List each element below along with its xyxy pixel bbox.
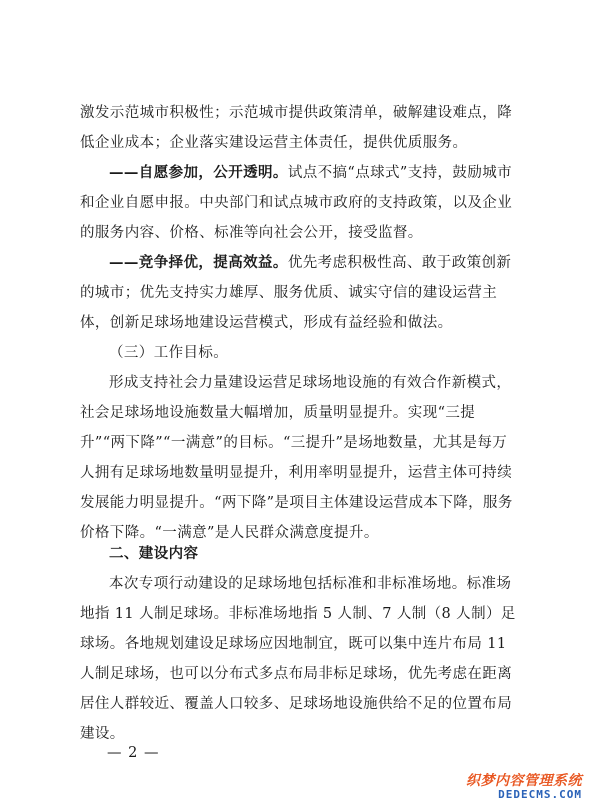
subheading-work-goals: （三）工作目标。 xyxy=(109,345,229,361)
paragraph-work-goals: 形成支持社会力量建设运营足球场地设施的有效合作新模式，社会足球场地设施数量大幅增加，质量明显提升。实现“三提升”“两下降”“一满意”的目标。“三提升”是场地数量，尤其是每万人拥有足球场地数量明显提升，利用率明显提升，运营主体可持续发展能力明显提升。“两下降”是项目主体建设运营成本下降，服务价格下降。“一满意”是人民群众满意度提升。 xyxy=(80,375,513,541)
principle-text-voluntary: 试点不搞“点球式”支持，鼓励城市和企业自愿申报。中央部门和试点城市政府的支持政策，以及企业的服务内容、价格、标准等向社会公开，接受监督。 xyxy=(80,165,513,241)
principle-text-competition: 优先考虑积极性高、敢于政策创新的城市；优先支持实力雄厚、服务优质、诚实守信的建设运营主体，创新足球场地建设运营模式，形成有益经验和做法。 xyxy=(80,255,512,331)
watermark-url: DEDECMS.COM xyxy=(498,788,582,801)
section-heading-construction-content: 二、建设内容 xyxy=(109,546,199,562)
paragraph-principles-continued: 激发示范城市积极性；示范城市提供政策清单，破解建设难点，降低企业成本；企业落实建设运营主体责任，提供优质服务。 xyxy=(80,105,513,151)
principle-heading-voluntary: ——自愿参加，公开透明。 xyxy=(109,164,288,181)
watermark-logo-text: 织梦内容管理系统 xyxy=(466,773,582,789)
page-number: — 2 — xyxy=(107,745,160,761)
paragraph-construction-content: 本次专项行动建设的足球场地包括标准和非标准场地。标准场地指 11 人制足球场。非标准场地指 5 人制、7 人制（8 人制）足球场。各地规划建设足球场应因地制宜，既可以集中连片布局 11 人制足球场，也可以分布式多点布局非标足球场，优先考虑在距离居住人群较近、覆盖人口较多、足球场地设施供给不足的位置布局建设。 xyxy=(80,576,516,742)
paragraph-voluntary-transparent xyxy=(80,158,520,248)
paragraph-competition-efficiency xyxy=(80,248,520,338)
principle-heading-competition: ——竞争择优，提高效益。 xyxy=(109,254,288,271)
